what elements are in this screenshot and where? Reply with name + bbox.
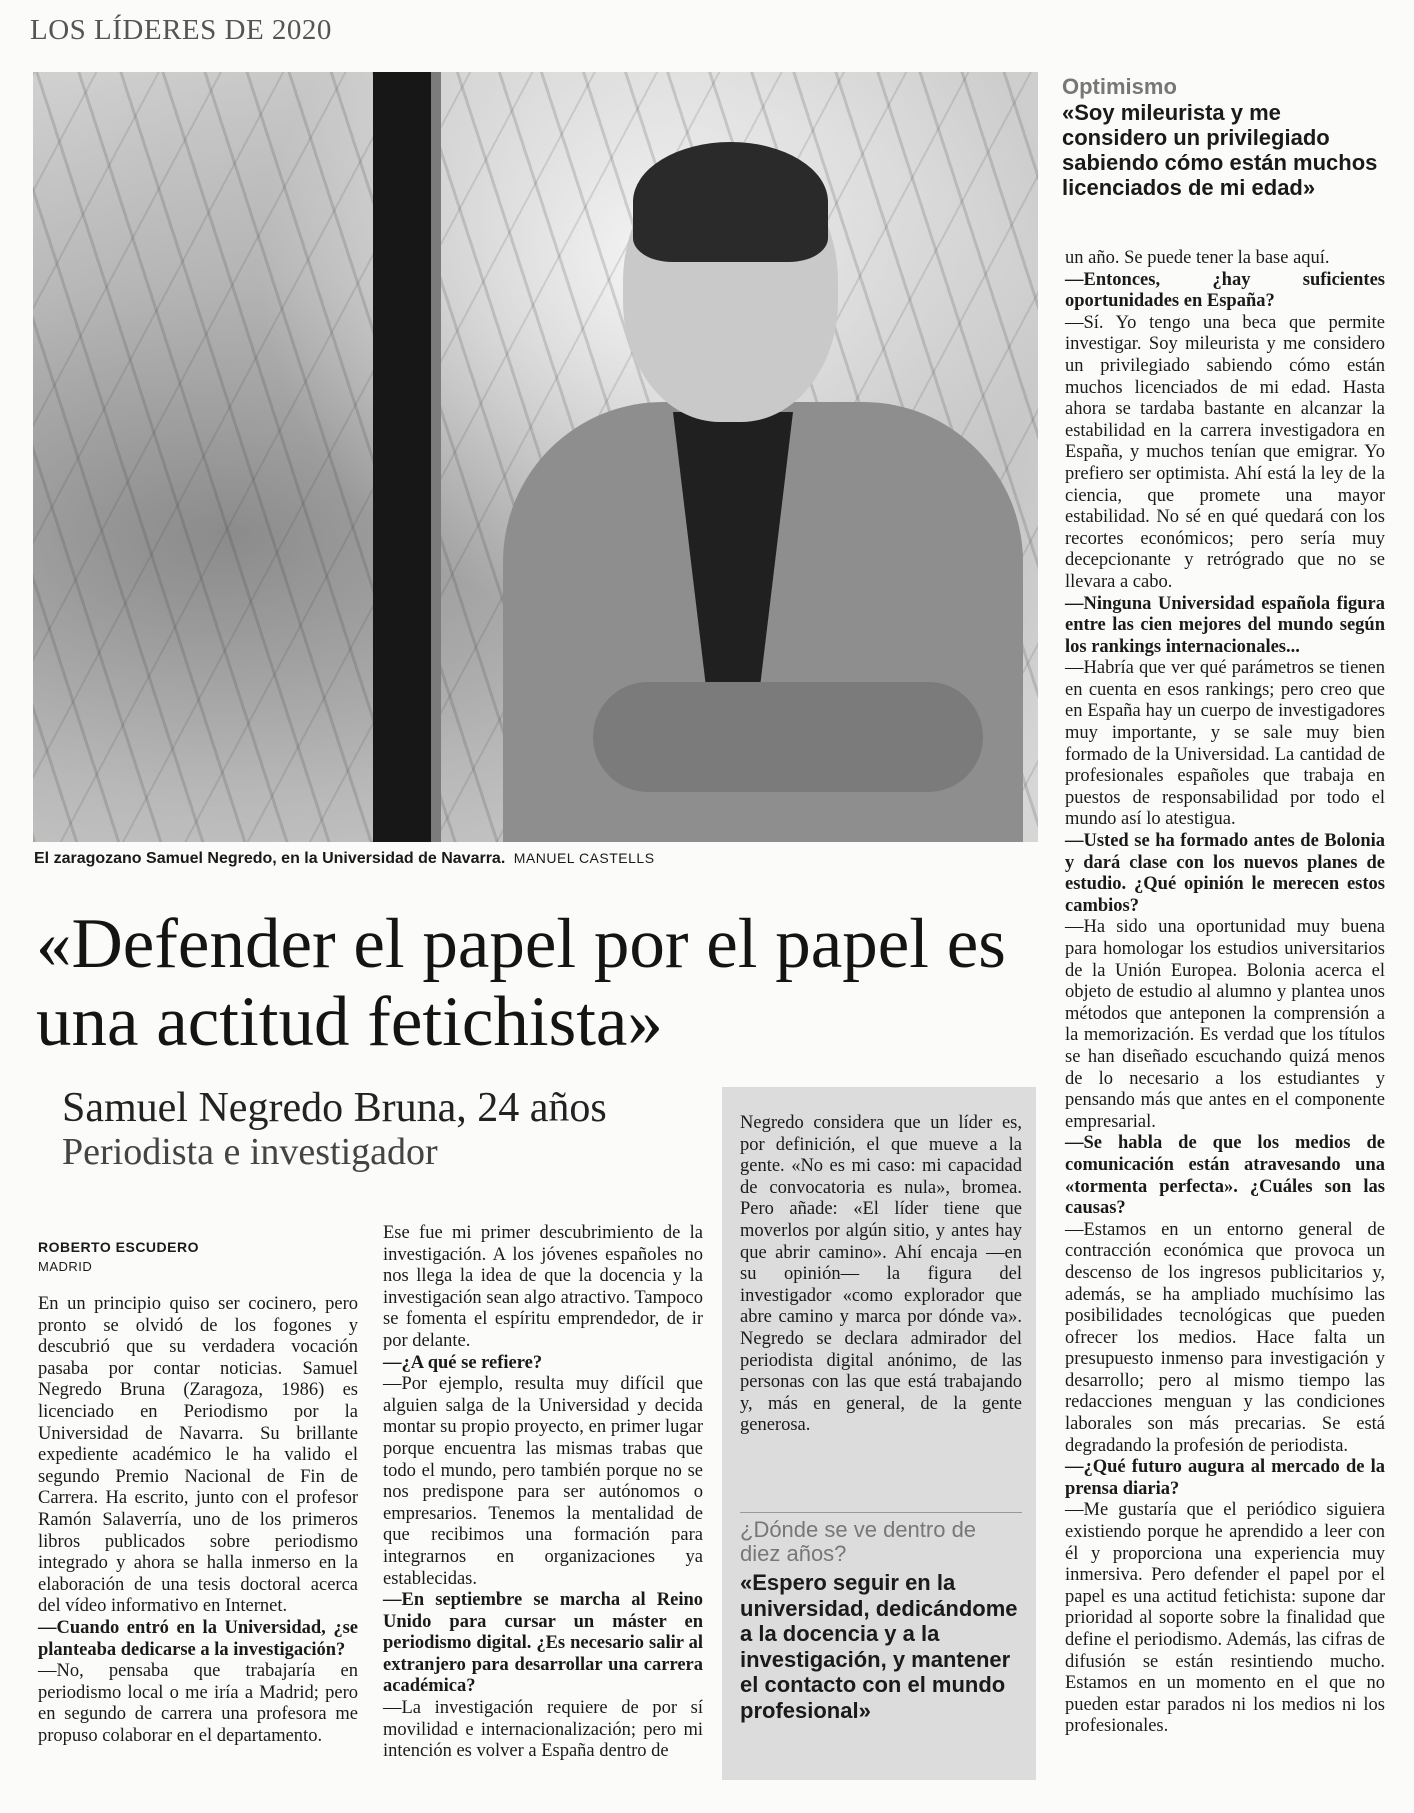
interview-question: —Se habla de que los medios de comunicación están atravesando una «tormenta perfecta». ¿Cuáles son las causas?: [1065, 1133, 1385, 1219]
article-column-1: [38, 1294, 358, 1747]
article-paragraph: Ese fue mi primer descubrimiento de la investigación. A los jóvenes españoles no nos llega la idea de que la docencia y la investigación sean algo atractivo. Tampoco se fomenta el espíritu emprendedor, de ir por delante.: [383, 1223, 703, 1351]
section-label: LOS LÍDERES DE 2020: [30, 14, 332, 46]
byline-author: ROBERTO ESCUDERO: [38, 1239, 199, 1255]
interview-question: —Cuando entró en la Universidad, ¿se planteaba dedicarse a la investigación?: [38, 1617, 358, 1660]
portrait-photo: [33, 72, 1038, 842]
person-crossed-arms: [593, 682, 983, 792]
interview-question: —Entonces, ¿hay suficientes oportunidades en España?: [1065, 269, 1385, 312]
article-paragraph: —Me gustaría que el periódico siguiera existiendo porque he aprendido a leer con él y proporciona una experiencia muy inmersiva. Pero defender el papel por el papel es una actitud fetichista: supone dar prioridad al soporte sobre la finalidad que define el periodismo. Además, las cifras de difusión se están resintiendo mucho. Estamos en un momento en el que no pueden estar parados ni los medios ni los profesionales.: [1065, 1500, 1385, 1737]
interview-question: —Usted se ha formado antes de Bolonia y dará clase con los nuevos planes de estudio. ¿Qué opinión le merecen estos cambios?: [1065, 831, 1385, 916]
photo-caption: [34, 850, 655, 868]
article-column-2: [383, 1223, 703, 1763]
article-paragraph: —La investigación requiere de por sí movilidad e internacionalización; pero mi intención es volver a España dentro de: [383, 1698, 703, 1762]
sidebar-pull-quote: «Espero seguir en la universidad, dedicándome a la docencia y a la investigación, y mantener el contacto con el mundo profesional»: [740, 1570, 1018, 1723]
optimism-pull-quote: «Soy mileurista y me considero un privilegiado sabiendo cómo están muchos licenciados de mi edad»: [1062, 100, 1378, 200]
article-paragraph: —Habría que ver qué parámetros se tienen en cuenta en esos rankings; pero creo que en España hay un cuerpo de investigadores muy importante, y se sale muy bien formado de la Universidad. La cantidad de profesionales españoles que trabaja en puestos de responsabilidad por todo el mundo así lo atestigua.: [1065, 658, 1385, 830]
sidebar-box-text: Negredo considera que un líder es, por definición, el que mueve a la gente. «No es mi caso: mi capacidad de convocatoria es nula», bromea. Pero añade: «El líder tiene que moverlos por algún sitio, y antes hay que abrir camino». Ahí encaja —en su opinión— la figura del investigador «como explorador que abre camino y marca por dónde va». Negredo se declara admirador del periodista digital anónimo, de las personas con las que está trabajando y, más en general, de la gente generosa.: [740, 1113, 1022, 1436]
interview-question: —Ninguna Universidad española figura entre las cien mejores del mundo según los rankings internacionales...: [1065, 593, 1385, 657]
subject-role: Periodista e investigador: [62, 1131, 438, 1173]
interview-question: —¿A qué se refiere?: [383, 1352, 543, 1373]
article-paragraph: En un principio quiso ser cocinero, pero pronto se olvidó de los fogones y descubrió que su verdadera vocación pasaba por contar noticias. Samuel Negredo Bruna (Zaragoza, 1986) es licenciado en Periodismo por la Universidad de Navarra. Su brillante expediente académico le ha valido el segundo Premio Nacional de Fin de Carrera. Ha escrito, junto con el profesor Ramón Salaverría, uno de los primeros libros publicados sobre periodismo integrado y ahora se halla inmerso en la elaboración de una tesis doctoral acerca del vídeo informativo en Internet.: [38, 1294, 358, 1617]
caption-text: El zaragozano Samuel Negredo, en la Universidad de Navarra.: [34, 850, 506, 867]
subject-name: Samuel Negredo Bruna, 24 años: [62, 1085, 607, 1131]
sidebar-question-label: ¿Dónde se ve dentro de diez años?: [740, 1517, 977, 1566]
article-paragraph: —Sí. Yo tengo una beca que permite investigar. Soy mileurista y me considero un privilegiado sabiendo cómo están muchos licenciados de mi edad. Hasta ahora se tardaba bastante en alcanzar la estabilidad en la carrera investigadora en España, y muchos tenían que emigrar. Yo prefiero ser optimista. Ahí está la ley de la ciencia, que promete una mayor estabilidad. No sé en qué quedará con los recortes económicos; pero sería muy decepcionante y retrógrado que no se llevara a cabo.: [1065, 312, 1385, 592]
article-paragraph: —Estamos en un entorno general de contracción económica que provoca un descenso de los ingresos publicitarios y, además, se ha ampliado muchísimo las posibilidades tecnológicas que pueden ofrecer los medios. Hace falta un presupuesto inmenso para investigación y desarrollo; pero al mismo tiempo las redacciones menguan y las condiciones laborales son más precarias. Se está degradando la profesión de periodista.: [1065, 1219, 1385, 1456]
article-paragraph: —No, pensaba que trabajaría en periodismo local o me iría a Madrid; pero en segundo de carrera una profesora me propuso colaborar en el departamento.: [38, 1661, 358, 1746]
window-frame: [373, 72, 431, 842]
article-column-4: [1065, 248, 1385, 1738]
interview-question: —En septiembre se marcha al Reino Unido para cursar un máster en periodismo digital. ¿Es necesario salir al extranjero para desarrollar una carrera académica?: [383, 1590, 703, 1697]
sidebar-divider: [740, 1512, 1022, 1513]
article-paragraph: un año. Se puede tener la base aquí.: [1065, 248, 1330, 268]
interview-question: —¿Qué futuro augura al mercado de la prensa diaria?: [1065, 1457, 1385, 1499]
person-hair: [633, 142, 828, 262]
window-frame-edge: [431, 72, 441, 842]
optimism-label: Optimismo: [1062, 74, 1177, 99]
article-paragraph: —Por ejemplo, resulta muy difícil que alguien salga de la Universidad y decida montar su propio proyecto, en primer lugar porque encuentra las mismas trabas que todo el mundo, pero también porque no se nos predispone para ser autónomos o empresarios. Tenemos la mentalidad de que recibimos una formación para integrarnos en organizaciones ya establecidas.: [383, 1374, 703, 1589]
headline: «Defender el papel por el papel es una actitud fetichista»: [36, 905, 1006, 1061]
article-paragraph: —Ha sido una oportunidad muy buena para homologar los estudios universitarios de la Unión Europea. Bolonia acerca el objeto de estudio al alumno y plantea unos métodos que anteponen la comprensión a la memorización. Es verdad que los títulos se han diseñado escuchando quizá menos de lo necesario a los estudiantes y pensando más que antes en el componente empresarial.: [1065, 917, 1385, 1132]
byline-city: MADRID: [38, 1259, 93, 1274]
photo-credit: MANUEL CASTELLS: [513, 850, 655, 866]
